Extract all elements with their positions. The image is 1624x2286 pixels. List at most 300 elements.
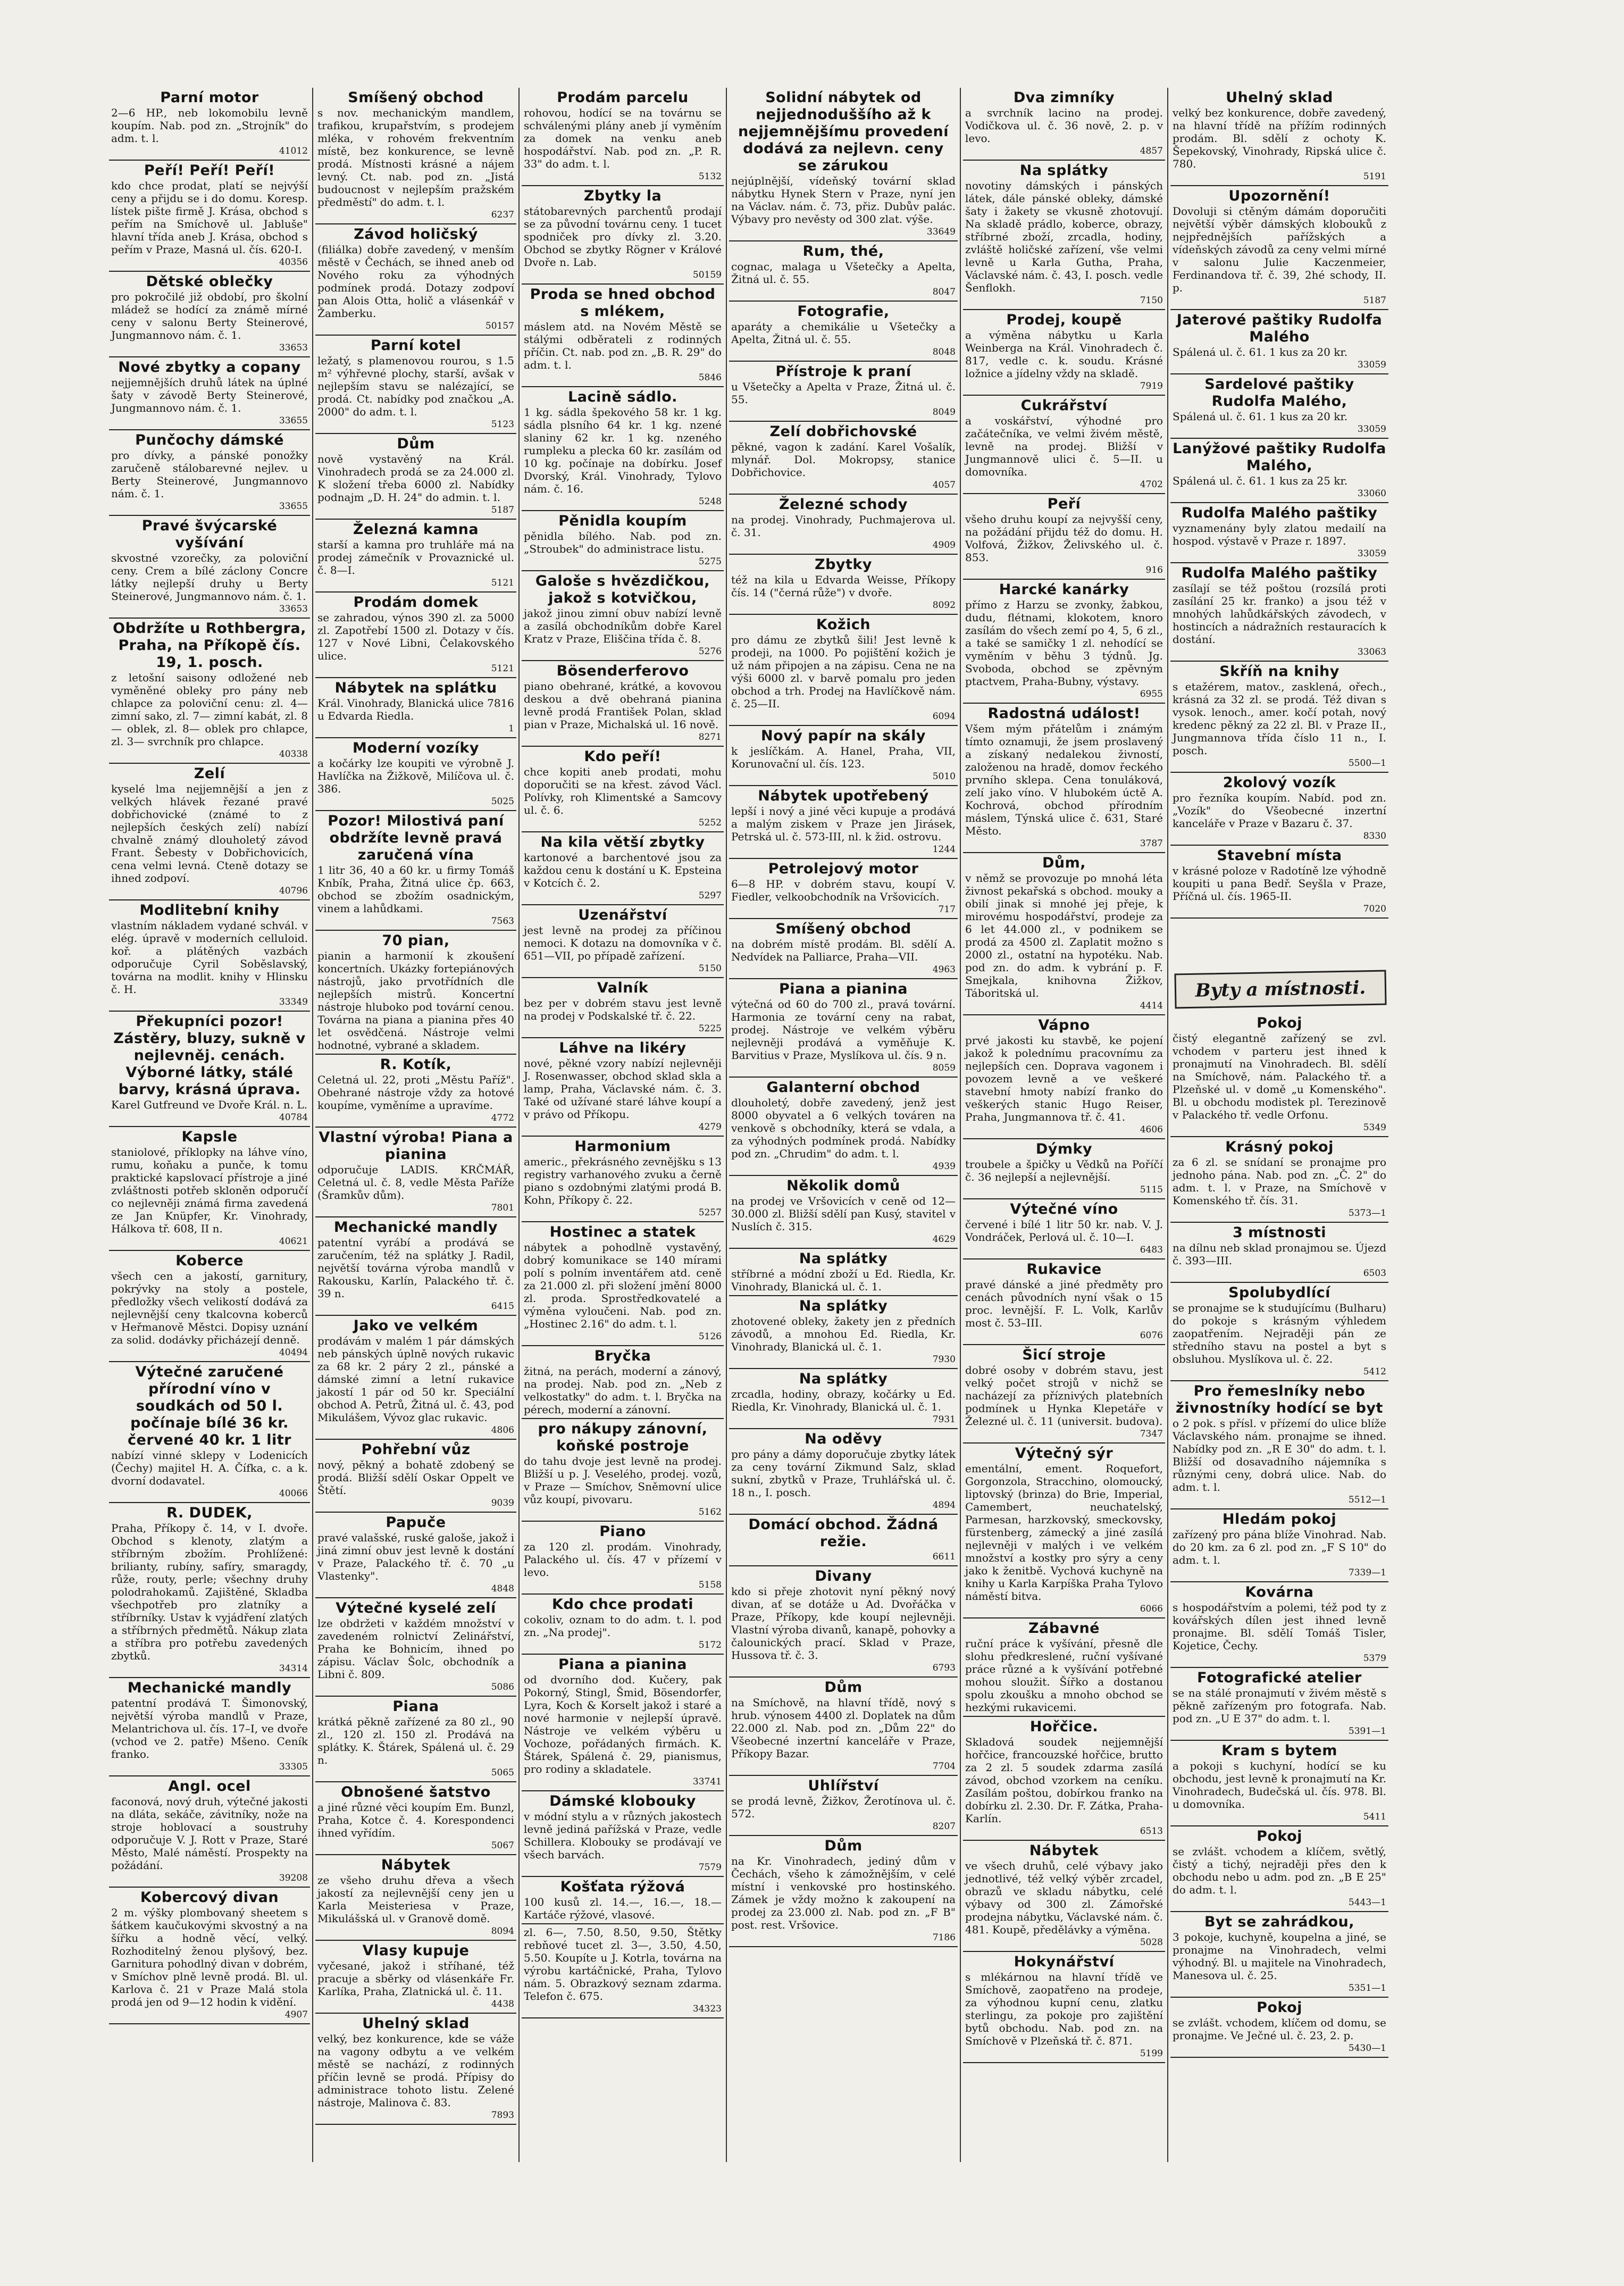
newspaper-page (109, 88, 1534, 2183)
ad-text: nově vystavěný na Král. Vinohradech prodá se za 24.000 zl. K složení třeba 6000 zl. Nabídky podnajm „D. H. 24" do admin. t. l. (317, 453, 514, 504)
ad-heading: Rudolfa Malého paštiky (1181, 505, 1378, 521)
ad-heading: Rukavice (1026, 1261, 1102, 1278)
classified-ad (522, 1137, 724, 1222)
ad-text: na prodej ve Vršovicích v ceně od 12—30.000 zl. Bližší sdělí pan Kusý, stavitel v Nuslích č. 315. (731, 1195, 956, 1233)
ad-code: 5412 (1363, 1366, 1386, 1377)
ad-heading: Peří! Peří! Peří! (144, 162, 275, 179)
ad-text: vlastním nákladem vydané schvál. v elég. úpravě v moderních celluloid. koř. a plátěných vazbách odporučuje Cyril Soběslavský, továrna na modlit. knihy v Hlinsku č. H. (111, 919, 308, 996)
ad-text: ruční práce k vyšívání, přesně dle slohu předkreslené, ruční vyšívané práce různé a k vyšívání potřebné mohou sloužit. Šířko a dostanou spolu zkoušku a mnoho obchod se hezkými rukavicemi. (965, 1637, 1163, 1714)
ad-text: v krásné poloze v Radotíně lze výhodně koupiti u pana Bedř. Seyšla v Praze, Příčná ul. čís. 1965-II. (1173, 864, 1386, 903)
ad-text: 100 kusů zl. 14.—, 16.—, 18.— Kartáče rýžové, vlasové. (524, 1896, 722, 1921)
ad-text: s mlékárnou na hlavní třídě ve Smíchově, zaopatřeno na prodeje, za výhodnou kupní cenu, zlatku sterlingu, za pokoje pro zajištění bytů obchodu. Nab. pod zn. na Smíchově v Plzeňská tř. č. 871. (965, 1971, 1163, 2047)
classified-ad (729, 1776, 958, 1836)
ad-text: Praha, Příkopy č. 14, v I. dvoře. Obchod s klenoty, zlatým a stříbrným zbožím. Prohlížené: brilianty, rubíny, safíry, smaragdy, růže, routy, perle; všechny druhy polodrahokamů. Zajištěné, Skladba všechpotřeb pro zlatníky a stříbrníky. Ustav k vyjádření zlatých a stříbrných předmětů. Nákup zlata a stříbra pro potřebu zavedených zbytků. (111, 1522, 308, 1662)
ad-heading: Výtečné víno (1010, 1201, 1118, 1217)
ad-heading: Dům (824, 1838, 863, 1854)
ad-heading: Lacině sádlo. (568, 389, 677, 405)
ad-heading: Dům (824, 1679, 863, 1696)
ad-heading: Mechanické mandly (333, 1219, 498, 1236)
ad-heading: Hokynářství (1014, 1954, 1115, 1970)
ad-code: 5252 (698, 817, 722, 828)
ad-heading: Spolubydlící (1228, 1284, 1330, 1301)
ad-heading: Uhlířství (808, 1778, 879, 1794)
ad-code: 7931 (932, 1414, 956, 1425)
ad-heading: Petrolejový motor (768, 861, 919, 877)
ad-code: 5126 (698, 1331, 722, 1342)
classified-ad (963, 494, 1165, 580)
ad-code: 717 (938, 904, 956, 915)
classified-ad (1170, 1013, 1388, 1137)
classified-ad (315, 1128, 516, 1217)
classified-ad (315, 593, 516, 678)
ad-heading: Dům (397, 436, 435, 452)
ad-heading: Několik domů (786, 1178, 900, 1194)
ad-heading: Dva zimníky (1013, 89, 1115, 106)
classified-ad (109, 1503, 310, 1678)
ad-heading: R. Kotík, (380, 1056, 452, 1073)
ad-heading: Modlitební knihy (139, 902, 280, 919)
ad-code: 8094 (491, 1926, 514, 1937)
ad-heading: Pohřební vůz (361, 1441, 471, 1458)
ad-heading: Krásný pokoj (1225, 1139, 1334, 1155)
ad-text: cognac, malaga u Všetečky a Apelta, Žitná ul. č. 55. (731, 260, 956, 286)
ad-text: k jeslíčkám. A. Hanel, Praha, VII, Korunovační ul. čís. 123. (731, 745, 956, 770)
ad-column-5 (963, 88, 1165, 2162)
ad-code: 5028 (1140, 1937, 1163, 1948)
ad-text: čistý elegantně zařízený se zvl. vchodem v parteru jest ihned k pronajmutí na Vinohradech. Bl. sdělí na Smíchově, nám. Palackého tř. a Plzeňské ul. v domě „u Komenského". Bl. u obchodu modistek pl. Terezinově v Palackého tř. vedle Orfonu. (1173, 1032, 1386, 1121)
ad-text: patentní prodává T. Šimonovský, největší výroba mandlů v Praze, Melantrichova ul. čís. 17–I, ve dvoře (vchod ve 2. patře) Mšeno. Ceník franko. (111, 1697, 308, 1761)
ad-heading: Galoše s hvězdičkou, jakož s kotvičkou, (535, 573, 710, 606)
ad-code: 4907 (284, 2009, 308, 2020)
classified-ad (315, 1055, 516, 1128)
ad-text: prodávám v malém 1 pár dámských neb pánských úplně nových rukavic za 68 kr. 2 páry 2 zl., pánské a dámské zimní a letní rukavice jakostí 1 pár od 50 kr. Speciální obchod A. Petrů, Žitná ul. č. 43, pod Mikulášem, Vývoz glac rukavic. (317, 1334, 514, 1424)
classified-ad (109, 272, 310, 357)
classified-ad (1170, 1381, 1388, 1509)
classified-ad (963, 396, 1165, 494)
ad-heading: Pokoj (1257, 1015, 1302, 1031)
ad-code: 5225 (698, 1023, 722, 1034)
ad-text: bez per v dobrém stavu jest levně na prodej v Podskalské tř. č. 22. (524, 997, 722, 1022)
ad-text: pro pokročilé již období, pro školní mládež se hodící za známě mírné ceny v salonu Berty Steinerové, Jungmannovo nám. č. 1. (111, 290, 308, 341)
ad-text: Spálená ul. č. 61. 1 kus za 20 kr. (1173, 410, 1348, 423)
classified-ad (729, 859, 958, 919)
ad-text: o 2 pok. s přísl. v přízemí do ulice blíže Václavského nám. pronajme se ihned. Nabídky pod zn. „R E 30" do adm. t. l. Bližší od dosavadního nájemníka s různými ceny, dobrá ulice. Nab. do adm. t. l. (1173, 1417, 1386, 1494)
ad-code: 4057 (932, 480, 956, 490)
ad-text: pro řezníka koupím. Nabíd. pod zn. „Vozík" do Všeobecné inzertní kanceláře v Praze v Bazaru č. 37. (1173, 791, 1386, 830)
classified-ad (522, 1419, 724, 1522)
ad-text: cokoliv, oznam to do adm. t. l. pod zn. „Na prodej". (524, 1613, 722, 1639)
ad-text: nabízí vinné sklepy v Lodenicích (Čechy) majitel H. A. Čífka, c. a k. dvorní dodavatel. (111, 1449, 308, 1487)
classified-ad (1170, 503, 1388, 563)
classified-ad (522, 1222, 724, 1346)
ad-heading: Pokoj (1257, 1828, 1302, 1845)
ad-text: pěkné, vagon k zadání. Karel Vošalík, mlynář. Dol. Mokropsy, stanice Dobřichovice. (731, 440, 956, 479)
ad-text: kdo si přeje zhotovit nyní pěkný nový divan, ať se dotáže u Ad. Dvořáčka v Praze, Příkopy, kde koupí nejlevněji. Vlastní výroba divanů, kanapě, pohovky a čalounických prací. Sklad v Praze, Hussova tř. č. 3. (731, 1585, 956, 1662)
ad-text: na Smíchově, na hlavní třídě, nový s hrub. výnosem 4400 zl. Doplatek na dům 22.000 zl. Nab. pod zn. „Dům 22" do Všeobecné inzertní kanceláře v Praze, Příkopy Bazar. (731, 1696, 956, 1760)
classified-ad (109, 1678, 310, 1776)
ad-heading: Bryčka (594, 1348, 651, 1364)
ad-text: Král. Vinohrady, Blanická ulice 7816 u Edvarda Riedla. (317, 697, 514, 722)
ad-heading: Valník (597, 980, 649, 996)
ad-code: 5187 (491, 505, 514, 515)
ad-text: 1 litr 36, 40 a 60 kr. u firmy Tomáš Knbík, Praha, Žitná ulice čp. 663, obchod se zbožím osadnickým, vinem a lahůdkami. (317, 864, 514, 915)
ad-text: pěnidla bílého. Nab. pod zn. „Stroubek" do administrace listu. (524, 530, 722, 555)
column-rule (726, 88, 727, 2162)
ad-heading: Pěnidla koupím (558, 513, 687, 529)
classified-ad (963, 161, 1165, 310)
ad-heading: Výtečný sýr (1015, 1445, 1114, 1462)
classified-ad (1170, 1826, 1388, 1912)
ad-code: 6793 (932, 1663, 956, 1673)
classified-ad (963, 1259, 1165, 1345)
ad-heading: Sardelové paštiky Rudolfa Malého, (1204, 376, 1354, 410)
ad-heading: Piana (392, 1698, 439, 1715)
ad-code: 33349 (279, 997, 308, 1007)
ad-heading: Vlastní výroba! Piana a pianina (319, 1129, 513, 1163)
ad-code: 7930 (932, 1354, 956, 1365)
ad-heading: Dětské oblečky (146, 273, 273, 290)
ad-heading: Proda se hned obchod s mlékem, (530, 286, 716, 320)
classified-ad (1170, 1223, 1388, 1283)
ad-heading: Bösenderferovo (556, 663, 689, 679)
ad-heading: 70 pian, (382, 932, 450, 949)
ad-code: 33059 (1357, 548, 1386, 559)
ad-heading: Kram s bytem (1221, 1742, 1337, 1759)
classified-ad (109, 88, 310, 161)
ad-heading: Košťata rýžová (560, 1879, 685, 1895)
ad-heading: Piana a pianina (558, 1656, 687, 1673)
ad-text: vyčesané, jakož i stříhané, též pracuje a sběrky od vlásenkáře Fr. Karlíka, Praha, Zlatnická ul. č. 11. (317, 1959, 514, 1998)
ad-code: 5067 (491, 1840, 514, 1851)
ad-text: z letošní saisony odložené neb vyměněné obleky pro pány neb chlapce za poloviční cenu: zl. 4— zimní sako, zl. 7— zimní kabát, zl. 8— oblek, zl. 8— oblek pro chlapce, zl. 3— svrchník pro chlapce. (111, 671, 308, 748)
ad-text: ležatý, s plamenovou rourou, s 1.5 m² výhřevné plochy, starší, avšak v nejlepším stavu se nalézající, se prodá. Ct. nabídky pod značkou „A. 2000" do adm. t. l. (317, 354, 514, 418)
classified-ad (963, 310, 1165, 396)
ad-code: 7150 (1140, 295, 1163, 306)
ad-code: 5187 (1363, 295, 1386, 306)
ad-code: 40066 (279, 1488, 308, 1499)
ad-text: nejúplnější, vídeňský tovární sklad nábytku Hynek Stern v Praze, nyní jen na Václav. nám. č. 73, přiz. Dubův palác. Výbavy pro nevěsty od 300 zlat. výše. (731, 174, 956, 226)
classified-ad (1170, 310, 1388, 374)
ad-text: Všem mým přátelům i známým tímto oznamuji, že jsem proslavený a získaný nedalekou živností, založenou na hradě, domov řeckého prvního sklepa. Cena tonuláková, zelí jako víno. V hlubokém úctě A. Kochrová, obchod přírodním máslem, Týnská ulice č. 631, Staré Město. (965, 722, 1163, 837)
ad-text: též na kila u Edvarda Weisse, Příkopy čís. 14 ("černá růže") v dvoře. (731, 573, 956, 599)
ad-code: 40338 (279, 749, 308, 760)
ad-heading: Na kila větší zbytky (540, 834, 705, 850)
ad-code: 8049 (932, 407, 956, 418)
classified-ad (729, 1429, 958, 1515)
ad-code: 7893 (491, 2110, 514, 2121)
ad-text: patentní vyrábí a prodává se zaručením, též na splátky J. Radil, největší továrna výroba mandlů v Rakousku, Karlín, Palackého tř. č. 39 n. (317, 1236, 514, 1300)
classified-ad (315, 1855, 516, 1941)
classified-ad (1170, 374, 1388, 439)
ad-code: 6076 (1140, 1330, 1163, 1341)
ad-text: 3 pokoje, kuchyně, koupelna a jiné, se pronajme na Vinohradech, velmi výhodný. Bl. u majitele na Vinohradech, Manesova ul. č. 25. (1173, 1931, 1386, 1982)
ad-code: 5351—1 (1348, 1983, 1386, 1993)
classified-ad (522, 1522, 724, 1595)
ad-text: starší a kamna pro truhláře má na prodej zámečník v Provaznické ul. č. 8—I. (317, 538, 514, 577)
ad-code: 1244 (932, 844, 956, 855)
classified-ad (1170, 563, 1388, 662)
classified-ad (522, 1346, 724, 1419)
ad-heading: Výtečné kyselé zelí (336, 1600, 496, 1616)
ad-heading: Dům, (1042, 855, 1086, 871)
section-rubric: Byty a místnosti. (1174, 970, 1386, 1009)
ad-heading: Přístroje k praní (775, 363, 911, 380)
ad-code: 4279 (698, 1122, 722, 1132)
ad-text: dlouholetý, dobře zavedený, jenž jest 8000 obyvatel a 6 velkých továren na venkově s obchodníky, která se vdala, a za výhodných podmínek prodá. Nabídky pod zn. „Chrudim" do adm. t. l. (731, 1096, 956, 1160)
ad-heading: Výtečné zaručené přírodní víno v soudkách od 50 l. počínaje bílé 36 kr. červené 40 kr. 1 litr (128, 1364, 291, 1448)
classified-ad (522, 1595, 724, 1655)
ad-code: 6066 (1140, 1604, 1163, 1614)
classified-ad (729, 88, 958, 241)
ad-code: 5275 (698, 556, 722, 567)
ad-code: 8330 (1363, 831, 1386, 841)
classified-ad (315, 1697, 516, 1782)
ad-text: (filiálka) dobře zavedený, v menším městě v Čechách, se ihned aneb od Nového roku za výhodných podmínek prodá. Dotazy zodpoví pan Alois Otta, holič a vlásenkář v Žamberku. (317, 243, 514, 320)
ad-text: všech cen a jakostí, garnitury, pokrývky na stoly a postele, předložky všech velikostí dodává za nejlevnější ceny tkalcovna koberců v Heřmanově Městci. Dopisy uznání za solid. dodávky přicházejí denně. (111, 1270, 308, 1346)
ad-heading: Na splátky (1019, 162, 1109, 179)
ad-code: 4629 (932, 1234, 956, 1245)
column-rule (1167, 88, 1168, 2162)
ad-code: 5172 (698, 1640, 722, 1650)
ad-code: 5010 (932, 771, 956, 782)
ad-text: výtečná od 60 do 700 zl., pravá tovární. Harmonia ze tovární ceny na rabat, prodej. Nástroje ve velkém výběru nejlevněji prodává a vyměňuje K. Barvitius v Praze, Myslíkova ul. čís. 9 n. (731, 998, 956, 1062)
ad-code: 5391—1 (1348, 1726, 1386, 1737)
ad-text: 2 m. výšky plombovaný sheetem s šátkem kaučukovými skvostný a na šířku a hodně věcí, velký. Rozhoditelný ženou plyšový, bez. Garnitura pohodlný divan v dobrém, v Smíchov plně levně prodá. Bl. ul. Karlova č. 21 v Praze Malá stola prodá jen od 9—12 hodin k vidění. (111, 1906, 308, 2008)
ad-heading: Vápno (1038, 1017, 1090, 1033)
ad-text: přímo z Harzu se zvonky, žabkou, dudu, flétnami, klokotem, knoro zasílám do všech zemí po 4, 5, 6 zl., a také se samičky 1 zl. nehodící se vyměním v běhu 3 týdnů. Jg. Svoboda, obchod se zpěvným ptactvem, Praha-Bubny, výstavy. (965, 598, 1163, 688)
ad-heading: Pozor! Milostivá paní obdržíte levně pravá zaručená vína (328, 813, 504, 863)
ad-text: krátká pěkně zařízené za 80 zl., 90 zl., 120 zl. 150 zl. Prodává na splátky. K. Štárek, Spálená ul. č. 29 n. (317, 1715, 514, 1766)
ad-code: 33059 (1357, 424, 1386, 435)
ad-heading: Domácí obchod. Žádná režie. (748, 1516, 939, 1550)
classified-ad (729, 1296, 958, 1369)
ad-code: 33655 (279, 415, 308, 426)
classified-ad (1170, 1668, 1388, 1741)
ad-text: nový, pěkný a bohatě zdobený se prodá. Bližší sdělí Oskar Oppelt ve Štětí. (317, 1458, 514, 1497)
classified-ad (729, 302, 958, 362)
classified-ad (963, 1199, 1165, 1259)
ad-heading: Prodám domek (353, 594, 479, 611)
ad-text: červené i bílé 1 litr 50 kr. nab. V. J. Vondráček, Perlová ul. č. 10—I. (965, 1218, 1163, 1244)
ad-heading: Kožich (816, 616, 871, 633)
ad-text: kdo chce prodat, platí se nejvýší ceny a přijdu se i do domu. Koresp. lístek pište firmě J. Krása, obchod s peřím na Smíchově ul. Jabluše" hlavní třída aneb J. Krása, obchod s peřím v Praze, Masná ul. čís. 620-I. (111, 179, 308, 256)
ad-code: 7020 (1363, 904, 1386, 914)
classified-ad (522, 1877, 724, 1924)
ad-heading: Angl. ocel (168, 1778, 251, 1795)
ad-code: 5121 (491, 663, 514, 674)
column-rule (312, 88, 313, 2162)
ad-text: chce kopiti aneb prodati, mohu doporučiti se na křest. závod Václ. Polívky, roh Klimentské a Samcovy ul. č. 6. (524, 765, 722, 816)
ad-code: 5512—1 (1348, 1495, 1386, 1505)
ad-code: 7347 (1140, 1429, 1163, 1439)
ad-heading: Rudolfa Malého paštiky (1181, 565, 1378, 581)
ad-text: Spálená ul. č. 61. 1 kus za 20 kr. (1173, 346, 1348, 358)
classified-ad (1170, 1998, 1388, 2058)
ad-code: 5191 (1363, 171, 1386, 182)
ad-text: a pokoji s kuchyní, hodící se ku obchodu, jest levně k pronajmutí na Kr. Vinohradech, Budečská ul. čís. 978. Bl. u domovníka. (1173, 1759, 1386, 1811)
ad-heading: Skříň na knihy (1219, 663, 1340, 680)
ad-code: 5379 (1363, 1653, 1386, 1664)
ad-text: pro pány a dámy doporučuje zbytky látek za ceny tovární Zikmund Salz, sklad sukní, zbytků v Praze, Truhlářská ul. č. 18 n., I. posch. (731, 1448, 956, 1499)
ad-code: 5162 (698, 1507, 722, 1517)
ad-text: nábytek a pohodlně vystavěný, dobrý komunikace se 140 mírami polí s polním inventářem atd. ceně za 21.000 zl. při složení jmění 8000 zl. proda. Sprostředkovatelé a výměna vyloučeni. Nab. pod zn. „Hostinec 2.16" do adm. t. l. (524, 1241, 722, 1330)
ad-heading: Zbytky la (583, 188, 662, 204)
ad-code: 40356 (279, 257, 308, 268)
classified-ad (1170, 1582, 1388, 1668)
ad-heading: Galanterní obchod (766, 1079, 920, 1096)
ad-text: na dílnu neb sklad pronajmou se. Újezd č. 393—III. (1173, 1241, 1386, 1267)
ad-code: 8092 (932, 600, 956, 611)
classified-ad (315, 1217, 516, 1316)
ad-code: 34314 (279, 1663, 308, 1674)
ad-column-3 (522, 88, 724, 2162)
ad-text: v němž se provozuje po mnohá léta živnost pekařská s obchod. mouky a obilí jinak si mnohé jej přeje, k mirovému hospodářství, prodeje za 6 let 44.000 zl., v podnikem se prodá za 4500 zl. Zaplatit možno s 2000 zl., ostatní na hypotéku. Nab. pod zn. do adm. k vybrání p. F. Smejkala, knihovna Žižkov, Táboritská ul. (965, 872, 1163, 999)
classified-ad (315, 931, 516, 1055)
ad-text: zasílají se též poštou (rozsílá proti zasílání 25 kr. franko) a jsou též v mnohých lahůdkářských závodech, v hostincích a nádražních restauracích k dostání. (1173, 582, 1386, 646)
classified-ad (315, 224, 516, 336)
classified-ad (315, 1782, 516, 1855)
classified-ad (109, 430, 310, 516)
classified-ad (109, 619, 310, 764)
classified-ad (1170, 846, 1388, 919)
ad-code: 5443—1 (1348, 1897, 1386, 1908)
classified-ad (729, 1836, 958, 1947)
ad-text: na prodej. Vinohrady, Puchmajerova ul. č. 31. (731, 513, 956, 539)
ad-heading: Uzenářství (578, 907, 667, 923)
classified-ad (963, 1618, 1165, 1717)
ad-code: 4857 (1140, 146, 1163, 156)
ad-text: na Kr. Vinohradech, jediný dům v Čechách, všeho k zámožnějším, v celé místní i venkovské pro hostinského. Zámek je vždy možno k zakoupení na prodej za 23.000 zl. Nab. pod zn. „F B" post. rest. Vršovice. (731, 1855, 956, 1931)
ad-text: kartonové a barchentové jsou za každou cenu k dostání u K. Epsteina v Kotcích č. 2. (524, 851, 722, 889)
classified-ad (729, 1078, 958, 1176)
ad-heading: Upozornění! (1228, 188, 1330, 204)
classified-ad (729, 1566, 958, 1678)
ad-text: staniolové, příklopky na láhve víno, rumu, koňaku a punče, k tomu praktické kapslovací přístroje a jiné zvláštnosti potřeb skloněn odporučí co nejlevněji známá firma zavedená ze Jan Knüpfer, Kr. Vinohrady, Hálkova tř. 608, II n. (111, 1146, 308, 1235)
ad-code: 6955 (1140, 689, 1163, 699)
ad-code: 6483 (1140, 1245, 1163, 1255)
ad-code: 7919 (1140, 381, 1163, 391)
ad-heading: Moderní vozíky (353, 740, 479, 756)
ad-heading: Mechanické mandly (127, 1680, 292, 1696)
ad-heading: Železná kamna (353, 521, 479, 538)
ad-text: piano obehrané, krátké, a kovovou deskou a dvě obehraná pianina levně prodá František Polan, sklad pian v Praze, Michalská ul. 16 nově. (524, 680, 722, 731)
ad-heading: Jaterové paštiky Rudolfa Malého (1176, 312, 1383, 345)
classified-ad (522, 571, 724, 661)
classified-ad (522, 661, 724, 747)
ad-heading: Železné schody (779, 496, 908, 513)
ad-text: ze všeho druhu dřeva a všech jakostí za nejlevnější ceny jen u Karla Meisteriesa v Praze, Mikulášská ul. v Granově domě. (317, 1874, 514, 1925)
classified-ad (315, 678, 516, 738)
ad-text: jakož jinou zimní obuv nabízí levně a zasílá obchodníkům dobře Karel Kratz v Praze, Eliščina třída č. 8. (524, 607, 722, 645)
ad-text: Karel Gutfreund ve Dvoře Král. n. L. (111, 1098, 308, 1111)
classified-ad (963, 1015, 1165, 1139)
ad-heading: Pro řemeslníky nebo živnostníky hodící se byt (1176, 1383, 1383, 1416)
ad-heading: Na splátky (799, 1371, 888, 1387)
ad-heading: Hostinec a statek (549, 1224, 696, 1240)
ad-text: rohovou, hodící se na továrnu se schválenými plány aneb jí vyměním za domek na venku aneb hospodářství. Nab. pod zn. „P. R. 33" do adm. t. l. (524, 106, 722, 170)
ad-heading: Koberce (175, 1253, 244, 1269)
ad-text: u Všetečky a Apelta v Praze, Žitná ul. č. 55. (731, 380, 956, 406)
ad-code: 33063 (1357, 647, 1386, 657)
ad-text: se prodá levně, Žižkov, Žerotínova ul. č. 572. (731, 1795, 956, 1820)
ad-code: 5065 (491, 1767, 514, 1778)
ad-heading: Peří (1047, 496, 1081, 512)
ad-code: 8207 (932, 1821, 956, 1832)
ad-text: lepší i nový a jiné věci kupuje a prodává a malým ziskem v Praze jen Jirásek, Petrská ul. č. 573-III, nl. k žid. ostrovu. (731, 805, 956, 843)
ad-heading: Byt se zahrádkou, (1204, 1914, 1355, 1930)
ad-text: se zahradou, výnos 390 zl. za 5000 zl. Zapotřebí 1500 zl. Dotazy v čís. 127 v Nové Libni, Čelakovského ulice. (317, 611, 514, 662)
ad-column-4 (729, 88, 958, 2162)
ad-heading: Obnošené šatstvo (341, 1784, 491, 1800)
ad-code: 33649 (926, 227, 956, 237)
classified-ad (1170, 88, 1388, 186)
ad-code: 39208 (279, 1873, 308, 1883)
ad-code: 5199 (1140, 2048, 1163, 2059)
classified-ad (109, 764, 310, 900)
ad-heading: Pokoj (1257, 1999, 1302, 2016)
ad-heading: Prodám parcelu (557, 89, 689, 106)
classified-ad (963, 580, 1165, 704)
ad-code: 40784 (279, 1112, 308, 1123)
ad-code: 5297 (698, 890, 722, 901)
ad-code: 5276 (698, 646, 722, 657)
ad-code: 7579 (698, 1862, 722, 1873)
classified-ad (109, 1127, 310, 1251)
ad-code: 33305 (279, 1762, 308, 1772)
ad-code: 7801 (491, 1203, 514, 1213)
classified-ad (522, 832, 724, 905)
ad-text: a voskářství, výhodné pro začátečníka, ve velmi živém městě, levně na prodej. Bližší v Jungmannově ulici č. 5—II. u domovníka. (965, 414, 1163, 478)
classified-ad (522, 1038, 724, 1137)
ad-code: 7339—1 (1348, 1567, 1386, 1578)
classified-ad (315, 1440, 516, 1513)
classified-ad (1170, 1741, 1388, 1826)
ad-text: Celetná ul. 22, proti „Městu Paříž". Obehrané nástroje vždy za hotové koupíme, vyměníme a upravíme. (317, 1073, 514, 1112)
classified-ad (522, 285, 724, 387)
classified-ad (963, 1717, 1165, 1841)
classified-ad (729, 241, 958, 302)
ad-code: 3787 (1140, 838, 1163, 849)
ad-text: a výměna nábytku u Karla Weinberga na Král. Vinohradech č. 817, vedle c. k. soudu. Krásné ložnice a jídelny vždy na skladě. (965, 329, 1163, 380)
ad-heading: Harcké kanárky (999, 581, 1129, 598)
classified-ad (315, 2014, 516, 2125)
classified-ad (963, 1444, 1165, 1618)
classified-ad (1170, 662, 1388, 773)
classified-ad (729, 362, 958, 422)
ad-code: 5123 (491, 419, 514, 430)
ad-code: 5248 (698, 496, 722, 507)
classified-ad (315, 1513, 516, 1598)
ad-heading: Radostná událost! (987, 705, 1141, 722)
ad-column-6 (1170, 88, 1388, 960)
classified-ad (109, 516, 310, 619)
ad-code: 40494 (279, 1347, 308, 1358)
ad-heading: Pravé švýcarské vyšívání (141, 518, 278, 551)
ad-heading: Divany (815, 1568, 872, 1584)
classified-ad (963, 1841, 1165, 1952)
ad-heading: Zbytky (815, 556, 872, 573)
ad-code: 4848 (491, 1583, 514, 1594)
ad-code: 4939 (932, 1161, 956, 1172)
ad-heading: Solidní nábytek od nejjednoduššího až k nejjemnějšímu provedení dodává za nejlevn. ceny se zárukou (738, 89, 949, 174)
ad-text: a svrchník lacino na prodej. Vodičkova ul. č. 36 nově, 2. p. v levo. (965, 106, 1163, 145)
ad-text: pro dívky, a pánské ponožky zaručeně stálobarevné nejlev. u Berty Steinerové, Jungmannovo nám. č. 1. (111, 449, 308, 500)
ad-heading: Nové zbytky a copany (118, 359, 301, 376)
ad-code: 33059 (1357, 360, 1386, 370)
ad-code: 5846 (698, 372, 722, 383)
classified-ad (963, 1139, 1165, 1199)
classified-ad (729, 555, 958, 615)
